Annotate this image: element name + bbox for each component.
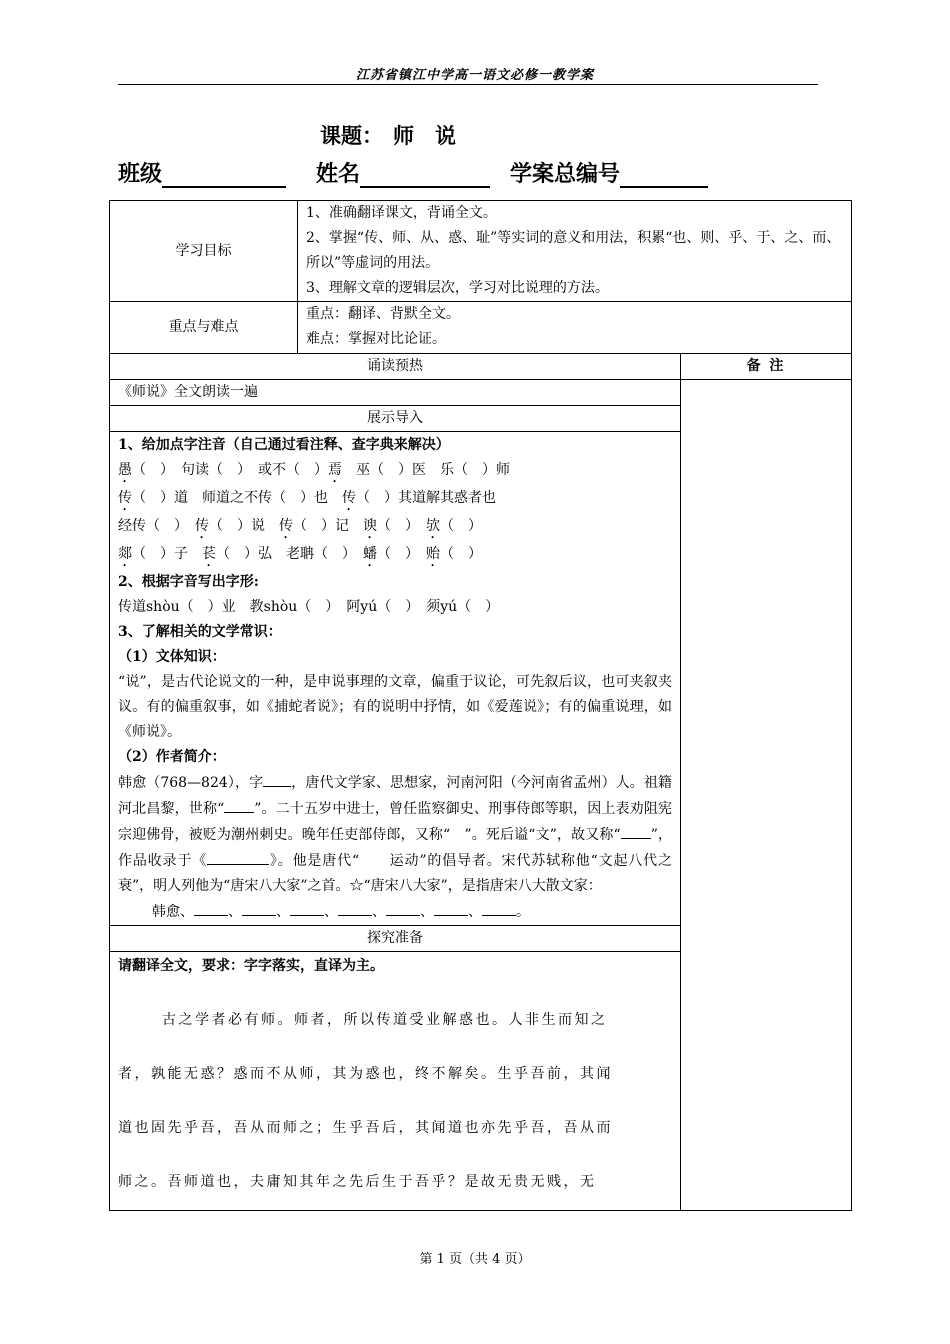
dotted-char: 传 <box>342 490 356 506</box>
dotted-char: 焉 <box>328 462 342 478</box>
eight-masters-list <box>118 899 672 925</box>
name-label: 姓名 <box>316 162 361 187</box>
goals-content <box>298 201 852 302</box>
dotted-char: 传 <box>195 518 209 534</box>
knowledge-heading: 3、了解相关的文学常识： <box>118 624 282 640</box>
fill-blank[interactable] <box>224 796 254 813</box>
word: 或不 <box>258 462 286 478</box>
write-item: 阿yú（ ） <box>346 599 413 615</box>
write-item: 传道shòu（ ）业 <box>118 599 236 615</box>
dotted-char: 愚 <box>118 462 132 478</box>
lesson-title <box>320 120 466 150</box>
fill-blank[interactable] <box>290 899 324 916</box>
word: 乐 <box>440 462 454 478</box>
genre-text: “说”，是古代论说文的一种，是申说事理的文章，偏重于议论，可先叙后议，也可夹叙夹议。有的偏重叙事，如《捕蛇者说》；有的说明中抒情，如《爱莲说》；有的偏重说理，如《师说》。 <box>118 674 672 740</box>
end-mark: 。 <box>516 904 530 920</box>
word: 医 <box>412 462 426 478</box>
word: 师 <box>496 462 510 478</box>
dotted-char: 传 <box>279 518 293 534</box>
word: 也 <box>314 490 328 506</box>
word: 弘 <box>258 546 272 562</box>
word: 其道解其惑者也 <box>398 490 496 506</box>
word: 经传 <box>118 518 146 534</box>
author-text-part: 》。他是唐代“ 运动”的倡导者。宋代苏轼称他“文起八代之衰”，明人列他为“唐宋八大家”之首。☆“唐宋八大家”，是指唐宋八大散文家： <box>118 853 672 894</box>
page-footer: 第 1 页（共 4 页） <box>419 1252 531 1267</box>
author-text-part: ”。二十五岁中进士，曾任监察御史、刑事侍郎等职，因上表劝阻宪宗迎佛骨，被贬为潮州刺史。晚年任吏部侍郎，又称“ ”。死后谥“文”，故又称“ <box>118 801 672 843</box>
write-item: 须yú（ ） <box>426 599 500 615</box>
separator: 、 <box>372 904 386 920</box>
word: 道 <box>174 490 188 506</box>
goal-item: 2、掌握“传、师、从、惑、耻”等实词的意义和用法，积累“也、则、乎、于、之、而、所以”等虚词的用法。 <box>306 230 841 271</box>
document-header: 江苏省镇江中学高一语文必修一教学案 <box>355 68 594 83</box>
dotted-char: 郯 <box>118 546 132 562</box>
intro-content <box>110 432 681 926</box>
key-point: 重点：翻译、背默全文。 <box>306 306 460 322</box>
goal-item: 1、准确翻译课文，背诵全文。 <box>306 205 497 221</box>
passage <box>118 1007 672 1195</box>
lesson-name: 师 说 <box>393 124 456 148</box>
section-inquiry-heading: 探究准备 <box>110 926 681 952</box>
dotted-char: 贻 <box>426 546 440 562</box>
author-text-part: ，唐代文学家、思想家，河南河阳（今河南省孟州）人。祖籍河北昌黎，世称“ <box>118 775 673 817</box>
word: 句读 <box>181 462 209 478</box>
separator: 、 <box>276 904 290 920</box>
write-heading: 2、根据字音写出字形: <box>118 574 259 590</box>
fill-blank[interactable] <box>207 848 269 865</box>
separator: 、 <box>420 904 434 920</box>
word: 说 <box>251 518 265 534</box>
passage-line: 师之。吾师道也，夫庸知其年之先后生于吾乎？是故无贵无贱，无 <box>118 1174 597 1190</box>
pinyin-heading: 1、给加点字注音（自己通过看注释、查字典来解决） <box>118 437 450 453</box>
dotted-char: 蟠 <box>363 546 377 562</box>
fill-blank[interactable] <box>482 899 516 916</box>
fill-blank[interactable] <box>263 770 291 787</box>
lesson-table <box>109 200 852 1211</box>
word: 师道之不传 <box>202 490 272 506</box>
passage-line: 古之学者必有师。师者，所以传道受业解惑也。人非生而知之 <box>162 1012 608 1028</box>
author-title: （2）作者简介： <box>118 749 226 765</box>
passage-line: 者，孰能无惑？惑而不从师，其为惑也，终不解矣。生乎吾前，其闻 <box>118 1066 613 1082</box>
dotted-char: 苌 <box>202 546 216 562</box>
number-blank[interactable] <box>620 162 708 188</box>
section-reading-heading: 诵读预热 <box>110 354 681 380</box>
dotted-char: 传 <box>118 490 132 506</box>
number-label: 学案总编号 <box>510 162 621 187</box>
class-blank[interactable] <box>162 162 286 188</box>
pinyin-row: 愚（ ） 句读（ ） 或不（ ）焉 巫（ ）医 乐（ ）师 <box>118 462 510 478</box>
author-text-part: 韩愈（768—824），字 <box>118 775 264 791</box>
fill-blank[interactable] <box>386 899 420 916</box>
difficult-point: 难点：掌握对比论证。 <box>306 331 446 347</box>
word: 子 <box>174 546 188 562</box>
translation-content <box>110 952 681 1211</box>
dotted-char: 谀 <box>363 518 377 534</box>
header-divider <box>118 84 818 85</box>
separator: 、 <box>228 904 242 920</box>
pinyin-row: 传（ ）道 师道之不传（ ）也 传（ ）其道解其惑者也 <box>118 490 496 506</box>
student-info-line <box>118 157 708 188</box>
passage-line: 道也固先乎吾，吾从而师之；生乎吾后，其闻道也亦先乎吾，吾从而 <box>118 1120 613 1136</box>
key-points-content <box>298 302 852 354</box>
class-label: 班级 <box>118 162 163 187</box>
write-item: 教shòu（ ） <box>249 599 333 615</box>
reading-task: 《师说》全文朗读一遍 <box>110 380 681 406</box>
notes-heading: 备 注 <box>681 354 852 380</box>
genre-title: （1）文体知识： <box>118 649 226 665</box>
fill-blank[interactable] <box>621 822 651 839</box>
pinyin-row: 经传（ ） 传（ ）说 传（ ）记 谀（ ） 欤（ ） <box>118 518 482 534</box>
word: 巫 <box>356 462 370 478</box>
list-start: 韩愈、 <box>152 904 194 920</box>
separator: 、 <box>324 904 338 920</box>
fill-blank[interactable] <box>242 899 276 916</box>
separator: 、 <box>468 904 482 920</box>
translation-instruction: 请翻译全文，要求：字字落实，直译为主。 <box>118 958 384 974</box>
author-text <box>118 770 672 899</box>
goal-item: 3、理解文章的逻辑层次，学习对比说理的方法。 <box>306 280 609 296</box>
key-points-label: 重点与难点 <box>110 302 298 354</box>
section-intro-heading: 展示导入 <box>110 406 681 432</box>
fill-blank[interactable] <box>194 899 228 916</box>
write-row <box>118 595 672 620</box>
fill-blank[interactable] <box>434 899 468 916</box>
author-text-part: ”，作品收录于《 <box>118 827 672 869</box>
goals-label: 学习目标 <box>110 201 298 302</box>
fill-blank[interactable] <box>338 899 372 916</box>
notes-column[interactable] <box>681 380 852 1211</box>
word: 记 <box>335 518 349 534</box>
dotted-char: 欤 <box>426 518 440 534</box>
lesson-label: 课题： <box>320 124 383 148</box>
pinyin-row: 郯（ ）子 苌（ ）弘 老聃（ ） 蟠（ ） 贻（ ） <box>118 546 482 562</box>
word: 老聃 <box>286 546 314 562</box>
name-blank[interactable] <box>360 162 490 188</box>
